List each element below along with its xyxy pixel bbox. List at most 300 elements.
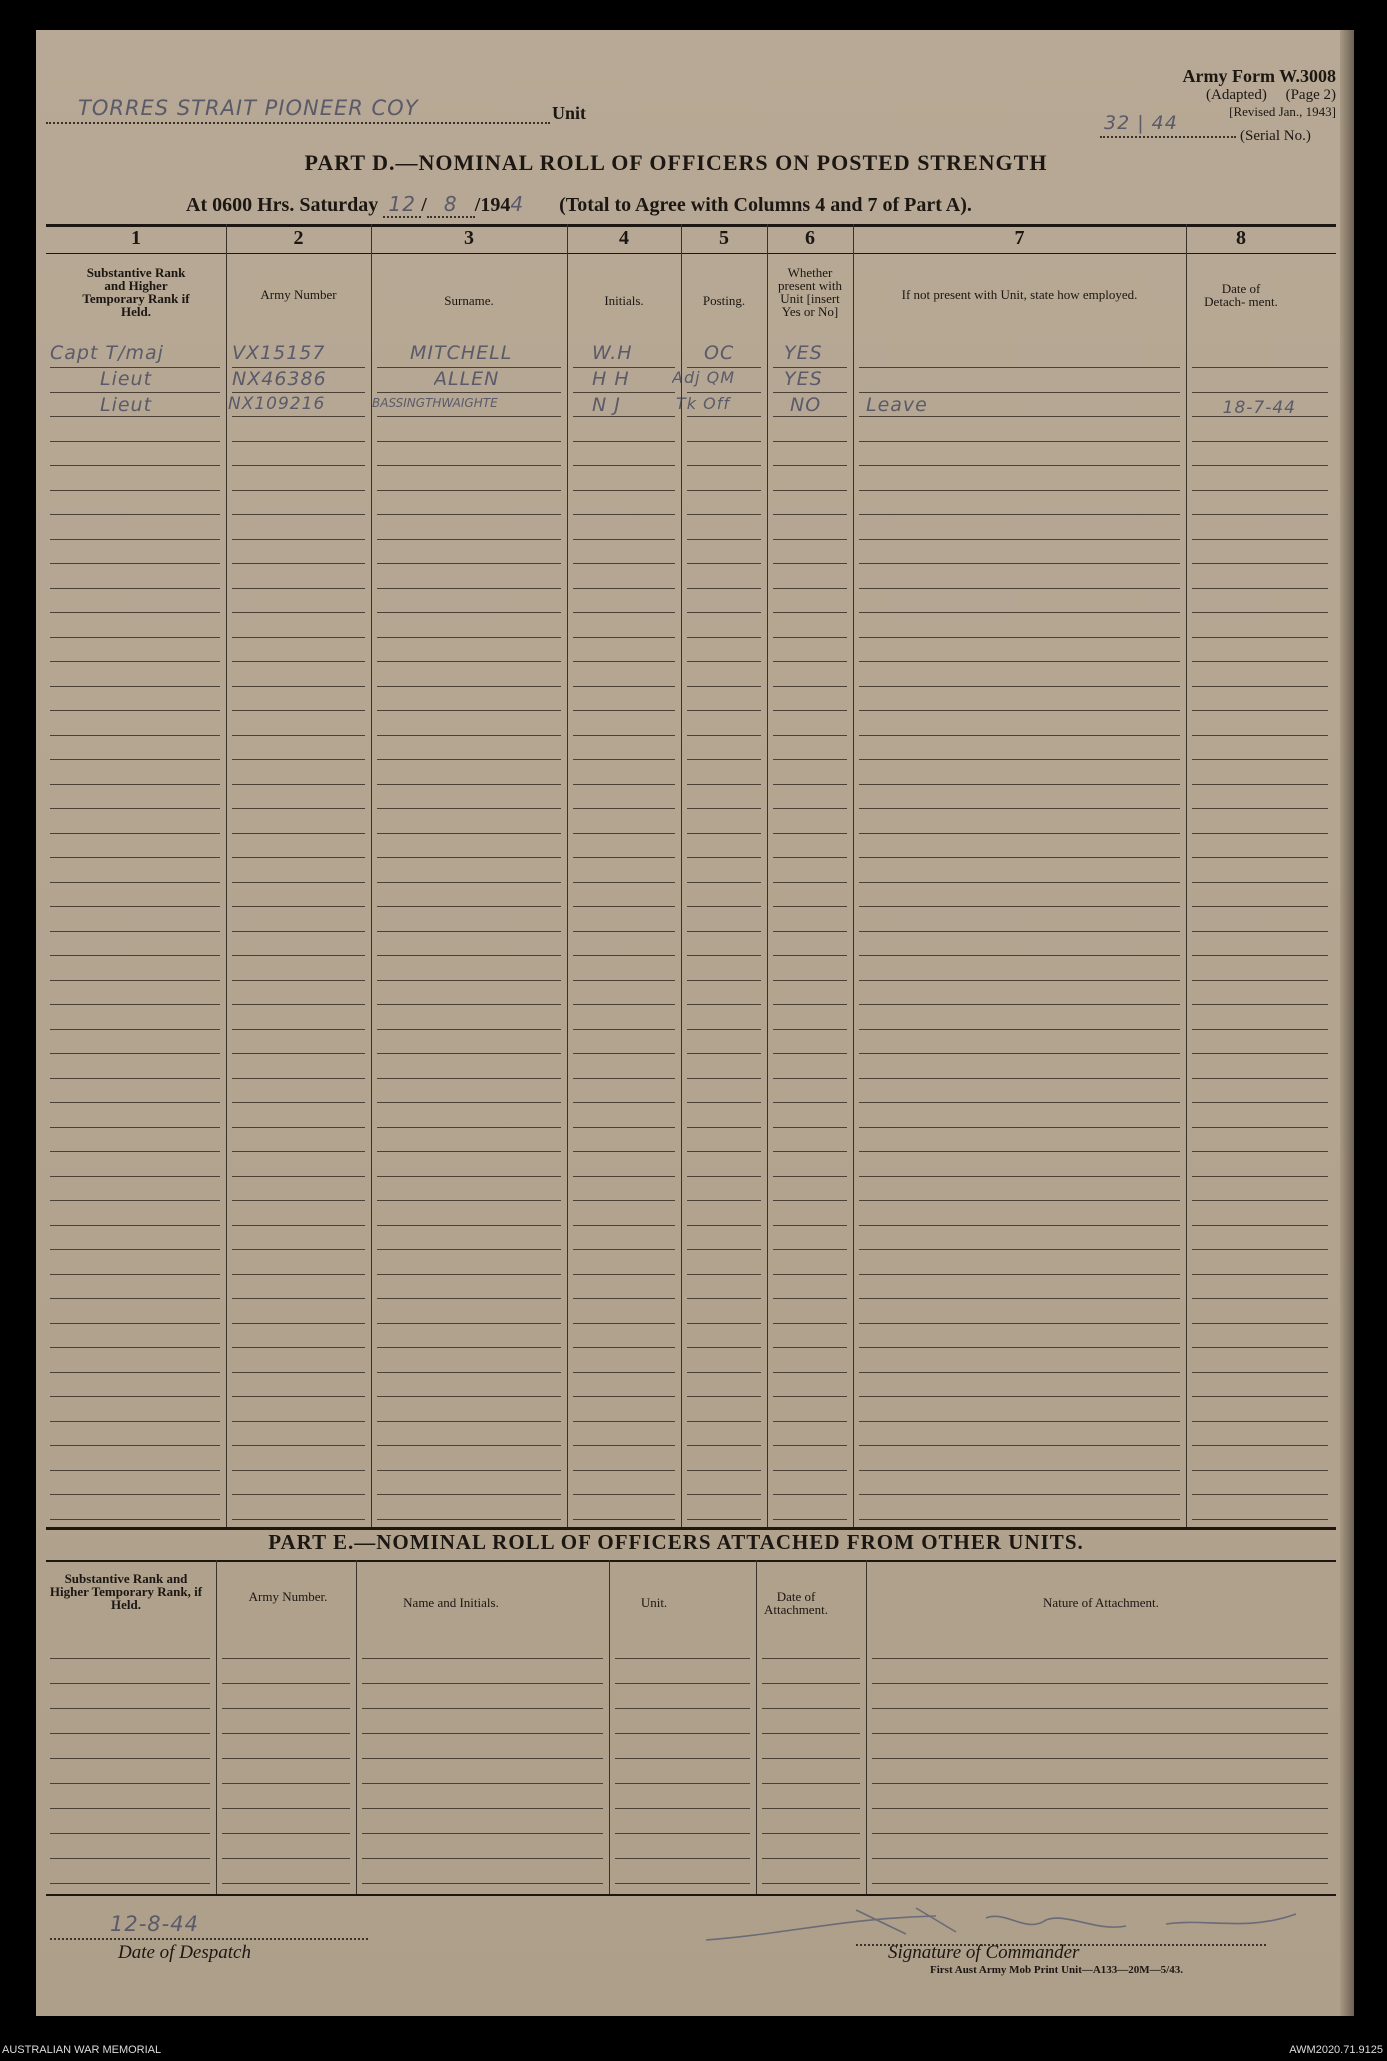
part-d-row-line (573, 1396, 675, 1397)
col-header-posting: Posting. (702, 293, 746, 308)
part-d-row-line (687, 367, 761, 368)
part-d-row-line (687, 710, 761, 711)
row-2-present[interactable]: YES (784, 368, 823, 390)
part-d-row-line (687, 1151, 761, 1152)
part-d-row-line (377, 906, 561, 907)
part-d-row-line (687, 833, 761, 834)
part-d-row-line (377, 1053, 561, 1054)
part-d-row-line (377, 367, 561, 368)
part-d-row-line (687, 906, 761, 907)
part-d-row-line (50, 955, 220, 956)
part-d-row-line (687, 1298, 761, 1299)
part-d-row-line (573, 955, 675, 956)
part-d-row-line (773, 637, 847, 638)
part-d-row-line (377, 955, 561, 956)
part-d-row-line (773, 735, 847, 736)
col-header-present: Whether present with Unit [insert Yes or No] (778, 265, 842, 319)
part-d-row-line (1192, 1029, 1328, 1030)
part-e-row-line (615, 1708, 750, 1709)
part-d-row-line (232, 1298, 365, 1299)
part-d-row-line (50, 367, 220, 368)
despatch-value[interactable]: 12-8-44 (110, 1912, 199, 1936)
part-d-row-line (50, 1298, 220, 1299)
part-d-row-line (773, 1053, 847, 1054)
part-e-col-divider (609, 1560, 610, 1894)
part-e-title-rule (46, 1560, 1336, 1562)
part-d-row-line (773, 588, 847, 589)
part-d-row-line (859, 1225, 1180, 1226)
part-d-row-line (1192, 612, 1328, 613)
part-d-row-line (687, 637, 761, 638)
part-d-row-line (859, 1323, 1180, 1324)
part-e-row-line (872, 1808, 1328, 1809)
part-d-row-line (773, 1078, 847, 1079)
part-d-row-line (50, 833, 220, 834)
part-e-row-line (362, 1783, 603, 1784)
part-d-row-line (687, 465, 761, 466)
part-d-row-line (773, 1004, 847, 1005)
part-d-title: PART D.—NOMINAL ROLL OF OFFICERS ON POSTED STRENGTH (304, 150, 1048, 175)
part-d-row-line (50, 514, 220, 515)
part-d-row-line (687, 1053, 761, 1054)
part-d-row-line (50, 1323, 220, 1324)
part-e-row-line (222, 1733, 350, 1734)
row-1-surname[interactable]: MITCHELL (410, 342, 513, 364)
part-d-row-line (50, 1470, 220, 1471)
part-d-row-line (573, 980, 675, 981)
part-d-row-line (573, 588, 675, 589)
part-d-row-line (859, 1127, 1180, 1128)
part-d-row-line (859, 441, 1180, 442)
part-d-row-line (773, 759, 847, 760)
row-1-rank[interactable]: Capt T/maj (50, 342, 164, 364)
part-d-row-line (573, 1494, 675, 1495)
part-d-row-line (232, 367, 365, 368)
serial-value[interactable]: 32 | 44 (1104, 112, 1178, 134)
col-num-8: 8 (1236, 227, 1246, 249)
archive-caption-bar (0, 2040, 1387, 2061)
part-d-row-line (232, 1445, 365, 1446)
row-3-surname[interactable]: BASSINGTHWAIGHTE (372, 396, 498, 410)
part-d-col-divider (226, 224, 227, 1527)
part-d-row-line (377, 931, 561, 932)
part-d-row-line (232, 735, 365, 736)
part-d-row-line (50, 1004, 220, 1005)
part-d-row-line (573, 1200, 675, 1201)
part-d-row-line (573, 392, 675, 393)
part-d-row-line (773, 955, 847, 956)
col-num-2: 2 (293, 227, 304, 249)
part-d-row-line (377, 1421, 561, 1422)
part-d-row-line (232, 906, 365, 907)
part-d-row-line (1192, 1298, 1328, 1299)
part-d-row-line (687, 563, 761, 564)
part-e-row-line (362, 1808, 603, 1809)
part-e-row-line (872, 1833, 1328, 1834)
part-d-row-line (377, 784, 561, 785)
part-d-row-line (687, 539, 761, 540)
part-d-col-divider (681, 224, 682, 1527)
part-d-row-line (232, 857, 365, 858)
part-d-row-line (573, 1347, 675, 1348)
part-d-row-line (50, 563, 220, 564)
part-d-row-line (573, 1298, 675, 1299)
archive-caption-left: AUSTRALIAN WAR MEMORIAL (2, 2044, 162, 2056)
part-d-row-line (50, 759, 220, 760)
part-d-row-line (377, 1372, 561, 1373)
part-e-row-line (872, 1683, 1328, 1684)
part-d-row-line (1192, 857, 1328, 858)
part-d-row-line (50, 1078, 220, 1079)
part-d-row-line (573, 539, 675, 540)
part-d-row-line (859, 906, 1180, 907)
part-d-row-line (1192, 980, 1328, 981)
part-e-col-divider (356, 1560, 357, 1894)
part-d-row-line (573, 1053, 675, 1054)
year-digit[interactable]: 4 (510, 192, 525, 216)
part-d-row-line (50, 465, 220, 466)
part-d-row-line (573, 1421, 675, 1422)
part-d-row-line (687, 588, 761, 589)
despatch-dots (50, 1938, 368, 1940)
part-d-row-line (687, 612, 761, 613)
col-header-employed: If not present with Unit, state how employed. (901, 287, 1138, 302)
part-d-row-line (687, 808, 761, 809)
part-d-row-line (1192, 416, 1328, 417)
part-d-row-line (1192, 882, 1328, 883)
part-d-row-line (573, 1029, 675, 1030)
part-d-row-line (573, 1519, 675, 1520)
part-d-row-line (1192, 833, 1328, 834)
part-d-row-line (1192, 808, 1328, 809)
part-d-row-line (773, 1347, 847, 1348)
part-d-row-line (1192, 931, 1328, 932)
part-d-row-line (859, 955, 1180, 956)
part-d-row-line (687, 1421, 761, 1422)
part-d-row-line (573, 416, 675, 417)
part-d-row-line (377, 1298, 561, 1299)
part-e-row-line (222, 1783, 350, 1784)
part-e-row-line (615, 1833, 750, 1834)
part-d-row-line (1192, 588, 1328, 589)
year-prefix: 194 (480, 194, 511, 216)
part-d-row-line (773, 931, 847, 932)
part-d-row-line (573, 612, 675, 613)
page-edge (1340, 30, 1354, 2016)
part-d-row-line (50, 392, 220, 393)
part-d-row-line (773, 882, 847, 883)
part-d-row-line (773, 367, 847, 368)
part-d-row-line (377, 1274, 561, 1275)
serial-dots (1100, 136, 1236, 138)
part-d-row-line (377, 1004, 561, 1005)
part-d-row-line (859, 539, 1180, 540)
part-d-row-line (377, 686, 561, 687)
row-3-initials[interactable]: N J (592, 394, 621, 416)
part-d-row-line (573, 735, 675, 736)
part-d-row-line (687, 514, 761, 515)
part-d-row-line (859, 882, 1180, 883)
part-e-header-date: Date of Attachment. (764, 1589, 828, 1617)
part-d-row-line (377, 539, 561, 540)
part-d-row-line (1192, 441, 1328, 442)
part-d-row-line (232, 1004, 365, 1005)
part-d-row-line (687, 1519, 761, 1520)
part-d-row-line (377, 1396, 561, 1397)
part-e-row-line (362, 1708, 603, 1709)
part-d-row-line (232, 392, 365, 393)
part-d-row-line (1192, 1127, 1328, 1128)
part-d-row-line (50, 1053, 220, 1054)
part-d-row-line (687, 857, 761, 858)
part-e-row-line (615, 1883, 750, 1884)
part-d-row-line (573, 1470, 675, 1471)
part-d-row-line (232, 808, 365, 809)
part-e-row-line (50, 1833, 210, 1834)
part-d-row-line (773, 416, 847, 417)
part-d-row-line (573, 1102, 675, 1103)
part-d-row-line (50, 1249, 220, 1250)
part-d-row-line (859, 980, 1180, 981)
part-e-row-line (222, 1808, 350, 1809)
part-d-row-line (687, 1029, 761, 1030)
part-d-row-line (573, 441, 675, 442)
part-d-row-line (1192, 784, 1328, 785)
part-d-row-line (859, 1004, 1180, 1005)
part-d-row-line (573, 857, 675, 858)
part-d-row-line (687, 1127, 761, 1128)
part-d-row-line (50, 1421, 220, 1422)
part-d-row-line (1192, 1372, 1328, 1373)
part-d-row-line (573, 1151, 675, 1152)
part-d-row-line (232, 1347, 365, 1348)
part-e-header-unit: Unit. (640, 1595, 668, 1610)
row-3-number[interactable]: NX109216 (228, 394, 326, 414)
part-d-row-line (687, 1396, 761, 1397)
part-d-row-line (1192, 1445, 1328, 1446)
part-d-row-line (859, 1298, 1180, 1299)
part-d-row-line (773, 441, 847, 442)
date-month[interactable]: 8 (427, 192, 475, 218)
part-e-header-nature: Nature of Attachment. (1043, 1595, 1159, 1610)
part-d-row-line (50, 1029, 220, 1030)
part-e-row-line (762, 1758, 860, 1759)
part-e-row-line (872, 1658, 1328, 1659)
part-d-row-line (377, 392, 561, 393)
part-d-row-line (773, 563, 847, 564)
part-d-row-line (773, 1421, 847, 1422)
row-1-initials[interactable]: W.H (592, 342, 633, 364)
row-3-present[interactable]: NO (790, 394, 822, 416)
row-2-rank[interactable]: Lieut (100, 368, 153, 390)
part-d-row-line (859, 637, 1180, 638)
row-2-initials[interactable]: H H (592, 368, 630, 390)
date-day[interactable]: 12 (383, 192, 421, 218)
part-d-row-line (50, 490, 220, 491)
part-e-row-line (615, 1733, 750, 1734)
part-d-row-line (1192, 1151, 1328, 1152)
part-d-row-line (377, 563, 561, 564)
part-e-row-line (222, 1858, 350, 1859)
part-d-row-line (50, 1200, 220, 1201)
row-2-surname[interactable]: ALLEN (434, 368, 500, 390)
despatch-label: Date of Despatch (118, 1942, 251, 1963)
part-d-row-line (232, 1470, 365, 1471)
part-d-row-line (50, 1372, 220, 1373)
part-e-row-line (222, 1658, 350, 1659)
part-d-row-line (773, 1470, 847, 1471)
part-d-row-line (687, 1470, 761, 1471)
part-d-row-line (50, 1494, 220, 1495)
part-d-row-line (687, 784, 761, 785)
part-d-row-line (773, 1249, 847, 1250)
part-d-row-line (773, 1200, 847, 1201)
part-d-row-line (573, 465, 675, 466)
part-d-row-line (573, 1225, 675, 1226)
part-d-row-line (232, 612, 365, 613)
col-header-army-number: Army Number (260, 287, 337, 302)
unit-value[interactable]: TORRES STRAIT PIONEER COY (78, 96, 419, 120)
row-1-posting[interactable]: OC (704, 342, 735, 364)
part-d-row-line (1192, 1323, 1328, 1324)
part-d-row-line (573, 784, 675, 785)
part-e-row-line (50, 1858, 210, 1859)
part-d-row-line (773, 612, 847, 613)
part-d-col-divider (853, 224, 854, 1527)
row-3-rank[interactable]: Lieut (100, 394, 153, 416)
part-e-row-line (872, 1783, 1328, 1784)
army-form-number: Army Form W.3008 (1182, 66, 1336, 86)
part-e-row-line (50, 1808, 210, 1809)
part-e-row-line (362, 1733, 603, 1734)
part-d-row-line (687, 955, 761, 956)
row-2-number[interactable]: NX46386 (232, 368, 327, 390)
part-d-row-line (50, 416, 220, 417)
part-d-row-line (1192, 1519, 1328, 1520)
part-d-row-line (859, 1396, 1180, 1397)
part-e-col-divider (216, 1560, 217, 1894)
form-sheet (36, 30, 1351, 2016)
part-d-row-line (377, 759, 561, 760)
part-d-row-line (50, 1519, 220, 1520)
part-d-row-line (1192, 465, 1328, 466)
part-e-row-line (615, 1858, 750, 1859)
row-3-employed[interactable]: Leave (866, 394, 928, 416)
part-d-row-line (1192, 1347, 1328, 1348)
part-d-row-line (859, 514, 1180, 515)
part-d-row-line (859, 735, 1180, 736)
part-d-row-line (377, 735, 561, 736)
row-1-number[interactable]: VX15157 (232, 342, 326, 364)
part-d-row-line (232, 416, 365, 417)
part-d-row-line (1192, 1421, 1328, 1422)
signature-label: Signature of Commander (888, 1942, 1080, 1963)
part-e-row-line (222, 1708, 350, 1709)
part-d-num-rule (46, 253, 1336, 254)
part-d-row-line (773, 833, 847, 834)
part-d-row-line (50, 931, 220, 932)
part-d-row-line (377, 1225, 561, 1226)
part-e-row-line (362, 1658, 603, 1659)
part-d-row-line (232, 1519, 365, 1520)
part-d-row-line (232, 1274, 365, 1275)
col-header-surname: Surname. (444, 293, 494, 308)
part-d-row-line (50, 1347, 220, 1348)
col-header-rank: Substantive Rank and Higher Temporary Rank if Held. (82, 265, 190, 319)
part-d-row-line (773, 1396, 847, 1397)
part-e-row-line (872, 1858, 1328, 1859)
row-3-date[interactable]: 18-7-44 (1222, 398, 1296, 418)
part-d-row-line (859, 1519, 1180, 1520)
form-revised: [Revised Jan., 1943] (1229, 104, 1336, 119)
part-d-row-line (377, 808, 561, 809)
part-e-row-line (615, 1783, 750, 1784)
part-d-row-line (687, 661, 761, 662)
part-e-row-line (762, 1733, 860, 1734)
part-d-row-line (377, 514, 561, 515)
part-d-row-line (50, 710, 220, 711)
part-d-row-line (573, 1004, 675, 1005)
part-d-row-line (859, 857, 1180, 858)
part-d-row-line (773, 784, 847, 785)
part-d-row-line (573, 759, 675, 760)
part-d-row-line (377, 710, 561, 711)
part-d-row-line (1192, 759, 1328, 760)
part-d-row-line (859, 563, 1180, 564)
row-1-present[interactable]: YES (784, 342, 823, 364)
part-d-row-line (232, 1176, 365, 1177)
part-d-row-line (377, 857, 561, 858)
part-d-row-line (232, 588, 365, 589)
part-d-row-line (687, 1494, 761, 1495)
part-d-row-line (1192, 1470, 1328, 1471)
part-d-row-line (232, 784, 365, 785)
part-d-row-line (1192, 539, 1328, 540)
part-d-row-line (573, 514, 675, 515)
row-2-posting[interactable]: Adj QM (672, 368, 736, 387)
part-e-row-line (222, 1883, 350, 1884)
part-d-row-line (377, 1176, 561, 1177)
part-d-row-line (1192, 735, 1328, 736)
part-e-row-line (615, 1658, 750, 1659)
part-d-row-line (859, 416, 1180, 417)
part-d-row-line (50, 539, 220, 540)
row-3-posting[interactable]: Tk Off (676, 394, 730, 413)
part-e-row-line (762, 1708, 860, 1709)
part-d-row-line (573, 833, 675, 834)
at-label: At 0600 Hrs. Saturday (186, 194, 379, 216)
part-d-row-line (50, 1225, 220, 1226)
part-d-row-line (773, 661, 847, 662)
part-d-row-line (773, 1519, 847, 1520)
part-d-row-line (377, 1200, 561, 1201)
part-e-row-line (762, 1783, 860, 1784)
part-d-row-line (1192, 1225, 1328, 1226)
part-d-row-line (1192, 1396, 1328, 1397)
part-d-row-line (50, 857, 220, 858)
part-d-row-line (1192, 490, 1328, 491)
part-d-row-line (773, 1274, 847, 1275)
part-e-row-line (50, 1883, 210, 1884)
part-d-row-line (232, 931, 365, 932)
part-d-row-line (573, 1078, 675, 1079)
part-d-row-line (232, 490, 365, 491)
part-d-row-line (232, 882, 365, 883)
part-d-row-line (50, 808, 220, 809)
part-d-row-line (773, 906, 847, 907)
part-d-row-line (50, 588, 220, 589)
part-d-row-line (232, 1372, 365, 1373)
